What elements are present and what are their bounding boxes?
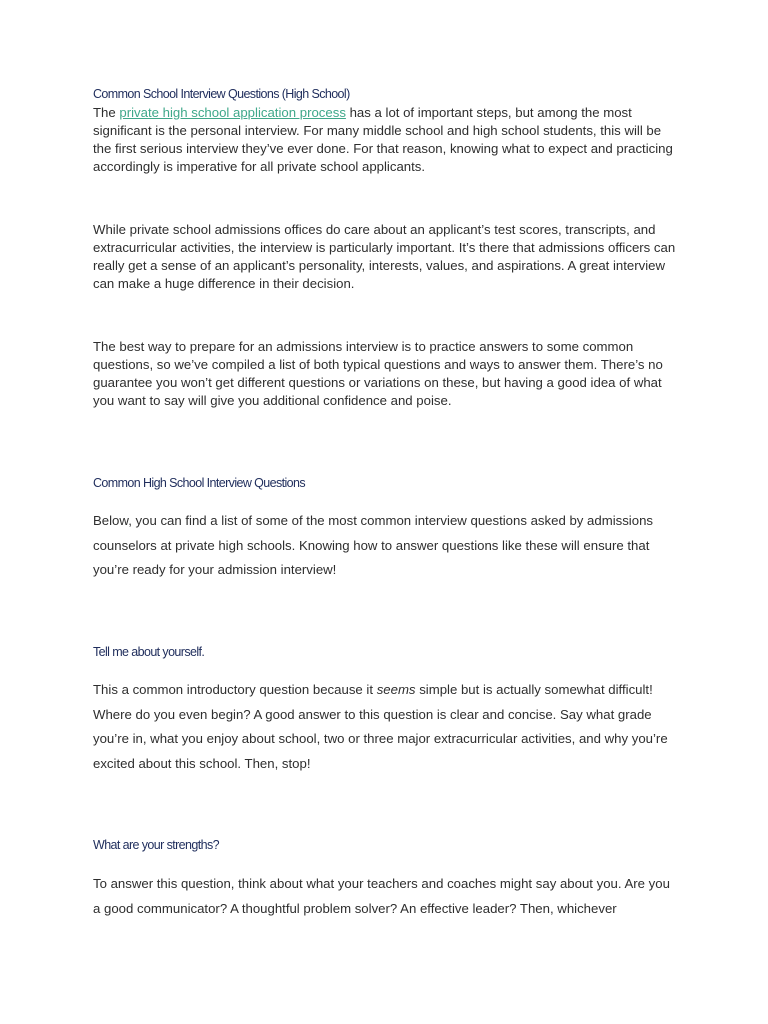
intro-lead: The [93,105,120,120]
application-process-link[interactable]: private high school application process [119,105,346,120]
answer-yourself-before: This a common introductory question because it [93,682,377,697]
section-heading: Common High School Interview Questions [93,476,306,490]
answer-yourself-emphasis: seems [376,682,416,697]
answer-yourself-after: simple but is actually somewhat difficult! Where do you even begin? A good answer to this question is clear and concise. Say what grade you’re in, what you enjoy about school, two or three major extracurricular activities, and why you’re excited about this school. Then, stop! [93,682,668,771]
question-answer-strengths: To answer this question, think about what your teachers and coaches might say about you. Are you a good communicator? A thoughtful problem solver? An effective leader? Then, whichever [93,876,670,916]
admissions-paragraph: While private school admissions offices do care about an applicant’s test scores, transcripts, and extracurricular activities, the interview is particularly important. It’s there that admissions officers can really get a sense of an applicant’s personality, interests, values, and aspirations. A great interview can make a huge difference in their decision. [93,222,676,291]
question-answer-yourself [93,678,678,776]
question-heading-yourself: Tell me about yourself. [93,645,205,659]
question-heading-strengths: What are your strengths? [93,838,219,852]
preparation-paragraph: The best way to prepare for an admissions interview is to practice answers to some common questions, so we’ve compiled a list of both typical questions and ways to answer them. There’s no guarantee you won’t get different questions or variations on these, but having a good idea of what you want to say will give you additional confidence and poise. [93,339,663,408]
section-intro-paragraph: Below, you can find a list of some of the most common interview questions asked by admissions counselors at private high schools. Knowing how to answer questions like these will ensure that you’re ready for your admission interview! [93,513,654,577]
page-title: Common School Interview Questions (High School) [93,87,350,101]
intro-rest: has a lot of important steps, but among the most significant is the personal interview. For many middle school and high school students, this will be the first serious interview they’ve ever done. For that reason, knowing what to expect and practicing accordingly is imperative for all private school applicants. [93,105,673,174]
intro-paragraph [93,104,678,176]
